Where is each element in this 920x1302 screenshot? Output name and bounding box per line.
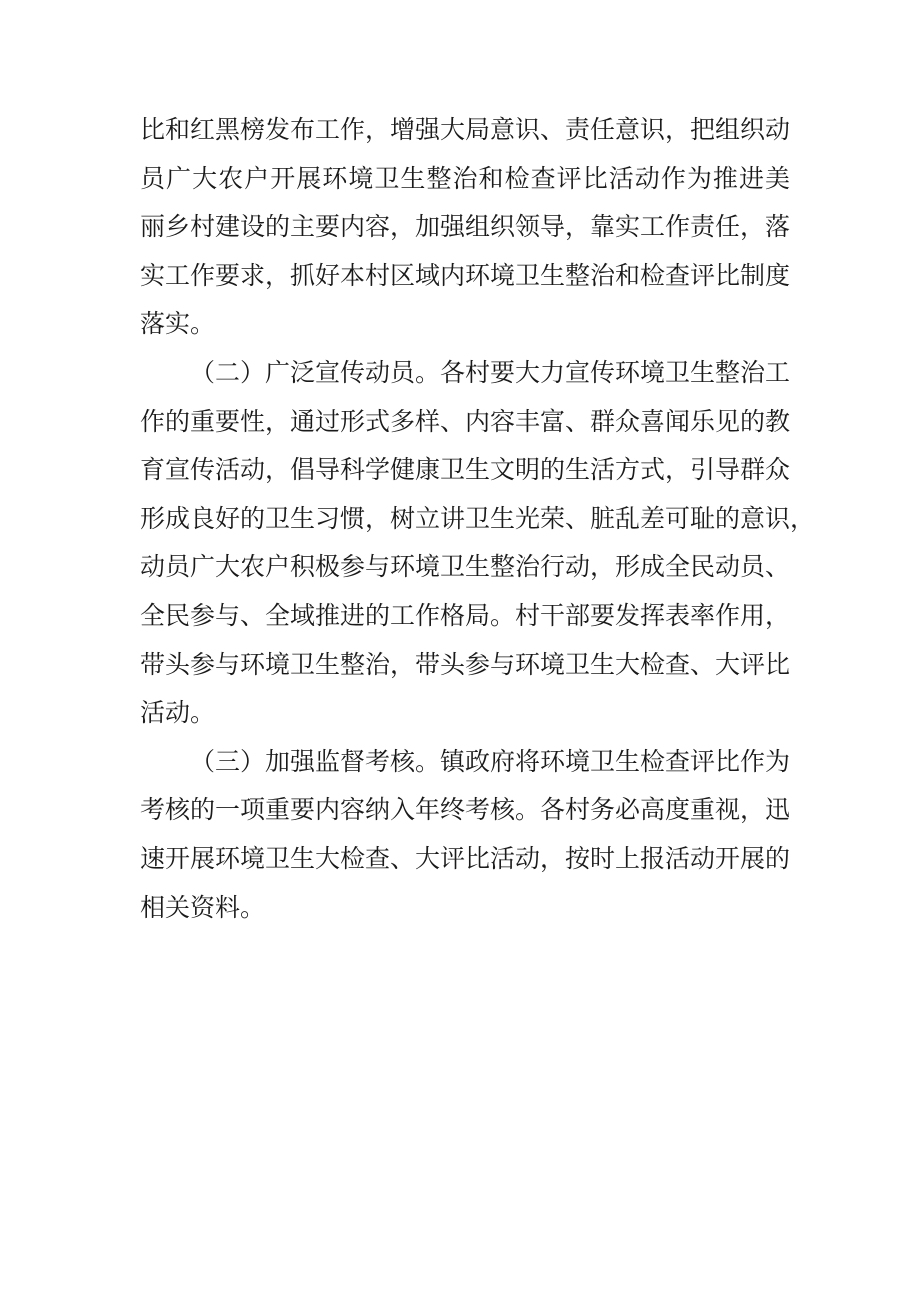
text-line: 丽乡村建设的主要内容，加强组织领导，靠实工作责任，落 [140, 212, 791, 242]
text-line: 实工作要求，抓好本村区域内环境卫生整治和检查评比制度 [140, 260, 791, 290]
text-line: 育宣传活动，倡导科学健康卫生文明的生活方式，引导群众 [140, 455, 791, 485]
paragraph-supervision [140, 738, 790, 932]
text-line: 员广大农户开展环境卫生整治和检查评比活动作为推进美 [140, 163, 790, 193]
text-line: 动员广大农户积极参与环境卫生整治行动，形成全民动员、 [140, 552, 791, 582]
text-line: （二）广泛宣传动员。各村要大力宣传环境卫生整治工 [190, 357, 791, 387]
text-line: （三）加强监督考核。镇政府将环境卫生检查评比作为 [190, 746, 791, 776]
text-line: 比和红黑榜发布工作，增强大局意识、责任意识，把组织动 [140, 115, 791, 144]
paragraph-continuation [140, 106, 790, 349]
text-line: 落实。 [140, 309, 216, 339]
document-body [140, 106, 816, 932]
text-line: 活动。 [140, 698, 216, 728]
text-line: 相关资料。 [140, 892, 266, 922]
text-line: 考核的一项重要内容纳入年终考核。各村务必高度重视，迅 [140, 795, 791, 825]
text-line: 形成良好的卫生习惯，树立讲卫生光荣、脏乱差可耻的意识， [140, 503, 816, 533]
text-line: 作的重要性，通过形式多样、内容丰富、群众喜闻乐见的教 [140, 406, 791, 436]
text-line: 速开展环境卫生大检查、大评比活动，按时上报活动开展的 [140, 843, 791, 873]
text-line: 全民参与、全域推进的工作格局。村干部要发挥表率作用， [140, 600, 791, 630]
text-line: 带头参与环境卫生整治，带头参与环境卫生大检查、大评比 [140, 649, 791, 679]
paragraph-publicity [140, 349, 816, 738]
